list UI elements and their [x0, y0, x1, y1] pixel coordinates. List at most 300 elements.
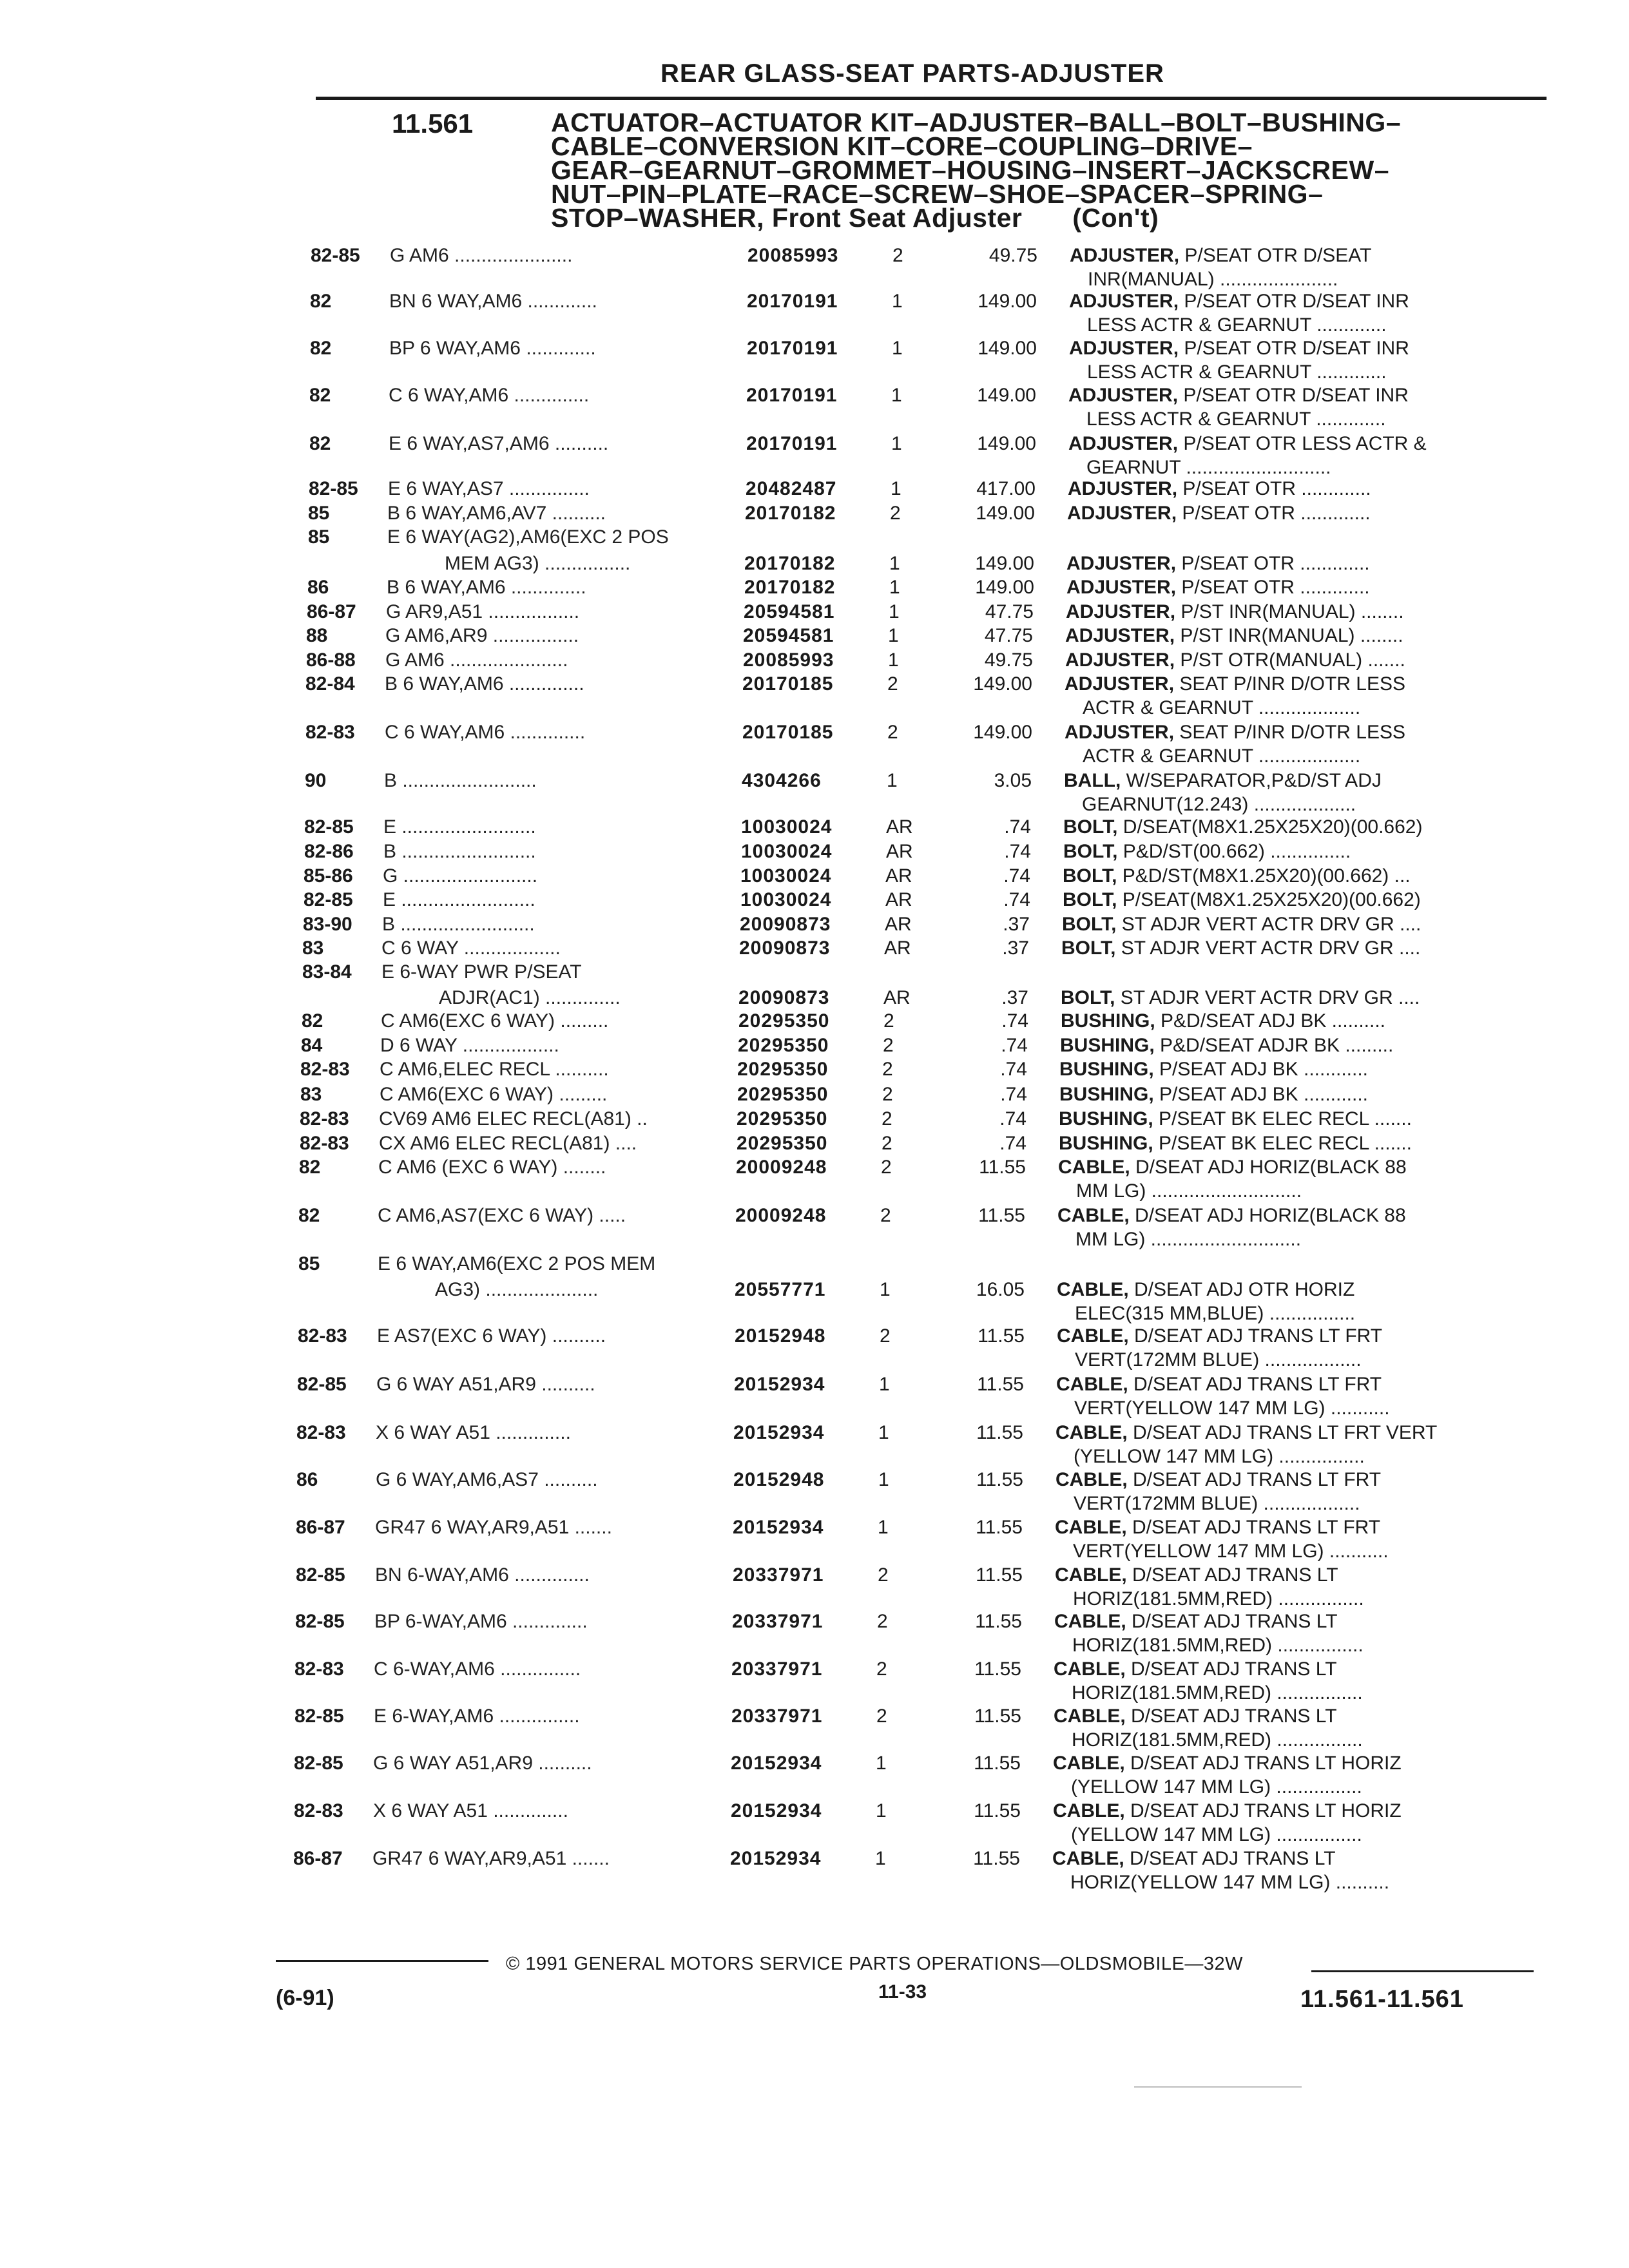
description-line: BOLT, ST ADJR VERT ACTR DRV GR .... — [1061, 987, 1420, 1008]
application: E AS7(EXC 6 WAY) .......... — [377, 1325, 606, 1347]
description-continuation: MM LG) ............................ — [1076, 1180, 1302, 1202]
application: BP 6-WAY,AM6 .............. — [374, 1611, 588, 1632]
quantity: AR — [885, 914, 912, 935]
part-name: ADJUSTER, — [1065, 673, 1175, 695]
description — [1063, 864, 1411, 888]
part-name: ADJUSTER, — [1065, 722, 1175, 743]
description — [1061, 986, 1420, 1010]
footer-section-range: 11.561-11.561 — [1300, 1986, 1464, 2013]
description — [1066, 600, 1404, 624]
description — [1052, 1847, 1389, 1894]
description — [1066, 552, 1370, 575]
description-line: ADJUSTER, P/SEAT OTR D/SEAT — [1070, 245, 1372, 266]
part-number: 20337971 — [731, 1658, 823, 1680]
part-number: 20170191 — [747, 291, 838, 312]
price: .74 — [1000, 1084, 1027, 1105]
model-year: 82-83 — [300, 1108, 349, 1129]
model-year: 85-86 — [304, 865, 353, 887]
quantity: AR — [885, 865, 912, 887]
part-number: 20594581 — [743, 625, 834, 646]
application: E ......................... — [383, 816, 536, 838]
price: 11.55 — [976, 1517, 1023, 1538]
description-line: CABLE, D/SEAT ADJ TRANS LT — [1055, 1564, 1338, 1586]
model-year: 85 — [298, 1253, 320, 1274]
description-line: BOLT, P/SEAT(M8X1.25X25X20)(00.662) — [1063, 889, 1421, 910]
application: E 6 WAY(AG2),AM6(EXC 2 POS — [387, 526, 669, 548]
application: E ......................... — [383, 889, 535, 910]
price: 11.55 — [974, 1753, 1021, 1774]
price: .37 — [1003, 914, 1030, 935]
table-row — [0, 1204, 1629, 1255]
part-number: 20090873 — [739, 937, 831, 959]
application: BN 6-WAY,AM6 .............. — [375, 1564, 590, 1586]
model-year: 82 — [309, 385, 331, 406]
part-number: 20152934 — [730, 1848, 822, 1869]
part-name: BUSHING, — [1061, 1010, 1155, 1032]
quantity: 1 — [879, 1374, 890, 1395]
quantity: 2 — [882, 1133, 892, 1154]
quantity: 1 — [889, 553, 900, 574]
application: BN 6 WAY,AM6 ............. — [389, 291, 597, 312]
description — [1057, 1278, 1355, 1325]
description — [1055, 1563, 1364, 1611]
model-year: 82-83 — [294, 1658, 344, 1680]
quantity: 1 — [892, 338, 903, 359]
description — [1065, 720, 1405, 768]
part-number: 20337971 — [732, 1611, 824, 1632]
price: 149.00 — [973, 722, 1032, 743]
table-row — [0, 1847, 1629, 1898]
part-number: 20152934 — [734, 1374, 825, 1395]
description-continuation: (YELLOW 147 MM LG) ................ — [1071, 1776, 1362, 1798]
part-number: 20009248 — [735, 1205, 827, 1226]
application: B 6 WAY,AM6 .............. — [387, 577, 586, 598]
quantity: 1 — [878, 1469, 889, 1490]
scan-speck — [1134, 2086, 1302, 2088]
description-line: BOLT, ST ADJR VERT ACTR DRV GR .... — [1062, 914, 1422, 935]
part-name: CABLE, — [1054, 1611, 1126, 1632]
quantity: 1 — [880, 1279, 891, 1300]
application: BP 6 WAY,AM6 ............. — [389, 338, 596, 359]
part-number: 20085993 — [743, 649, 834, 671]
price: 11.55 — [974, 1658, 1021, 1680]
description-line: CABLE, D/SEAT ADJ TRANS LT FRT VERT — [1055, 1422, 1438, 1443]
part-name: ADJUSTER, — [1070, 245, 1180, 266]
part-number: 20295350 — [737, 1108, 828, 1129]
description-line: CABLE, D/SEAT ADJ TRANS LT — [1054, 1611, 1338, 1632]
price: .74 — [1000, 1059, 1027, 1080]
quantity: AR — [886, 841, 913, 862]
model-year: 82-84 — [305, 673, 355, 695]
description — [1068, 383, 1409, 431]
part-name: BOLT, — [1062, 914, 1117, 935]
quantity: AR — [885, 889, 912, 910]
description-line: CABLE, D/SEAT ADJ TRANS LT — [1054, 1706, 1337, 1727]
part-number: 20295350 — [738, 1035, 829, 1056]
application: B ......................... — [384, 770, 537, 791]
price: 11.55 — [974, 1706, 1021, 1727]
price: 47.75 — [985, 601, 1034, 622]
price: 11.55 — [976, 1469, 1023, 1490]
description-line: BOLT, P&D/ST(M8X1.25X20)(00.662) ... — [1063, 865, 1411, 887]
part-name: BUSHING, — [1059, 1059, 1154, 1080]
part-number: 10030024 — [740, 865, 832, 887]
part-number: 20170185 — [742, 722, 834, 743]
table-row — [0, 1799, 1629, 1850]
part-name: BUSHING, — [1059, 1108, 1153, 1129]
description-continuation: (YELLOW 147 MM LG) ................ — [1071, 1824, 1362, 1845]
part-name: ADJUSTER, — [1066, 577, 1177, 598]
description — [1070, 244, 1371, 291]
description-line: CABLE, D/SEAT ADJ TRANS LT HORIZ — [1053, 1753, 1402, 1774]
part-number: 20557771 — [735, 1279, 826, 1300]
description — [1069, 336, 1409, 384]
model-year: 86-87 — [293, 1848, 343, 1869]
table-row — [0, 289, 1629, 341]
model-year: 82 — [302, 1010, 323, 1032]
description-line: CABLE, D/SEAT ADJ HORIZ(BLACK 88 — [1057, 1205, 1406, 1226]
model-year: 82-85 — [295, 1611, 345, 1632]
price: .37 — [1001, 987, 1028, 1008]
price: 11.55 — [977, 1374, 1024, 1395]
description-line: BOLT, ST ADJR VERT ACTR DRV GR .... — [1061, 937, 1421, 959]
price: 11.55 — [976, 1564, 1023, 1586]
model-year: 82 — [299, 1157, 321, 1178]
application: ADJR(AC1) .............. — [439, 987, 621, 1008]
part-name: BUSHING, — [1059, 1133, 1153, 1154]
description — [1061, 936, 1420, 960]
part-number: 20152948 — [735, 1325, 826, 1347]
description — [1059, 1057, 1368, 1081]
part-number: 20295350 — [737, 1133, 828, 1154]
quantity: 2 — [881, 1157, 892, 1178]
application: D 6 WAY .................. — [380, 1035, 559, 1056]
price: .74 — [1003, 865, 1030, 887]
table-row — [0, 1704, 1629, 1756]
description-continuation: VERT(YELLOW 147 MM LG) ........... — [1073, 1541, 1389, 1562]
table-row — [0, 1155, 1629, 1207]
part-number: 20170191 — [746, 385, 838, 406]
description-line: BOLT, P&D/ST(00.662) ............... — [1063, 841, 1351, 862]
model-year: 82-83 — [298, 1325, 347, 1347]
model-year: 84 — [301, 1035, 323, 1056]
description-continuation: HORIZ(181.5MM,RED) ................ — [1072, 1729, 1363, 1751]
part-number: 20009248 — [736, 1157, 827, 1178]
quantity: 2 — [880, 1325, 891, 1347]
description-line: BUSHING, P&D/SEAT ADJ BK .......... — [1061, 1010, 1386, 1032]
description-line: ADJUSTER, P/SEAT OTR D/SEAT INR — [1069, 338, 1409, 359]
application: C AM6,AS7(EXC 6 WAY) ..... — [378, 1205, 626, 1226]
description — [1059, 1107, 1412, 1131]
description-line: ADJUSTER, SEAT P/INR D/OTR LESS — [1065, 673, 1406, 695]
table-row — [0, 1610, 1629, 1661]
description — [1068, 432, 1427, 479]
application: G 6 WAY A51,AR9 .......... — [373, 1753, 592, 1774]
table-row — [0, 1278, 1629, 1329]
application: B ......................... — [383, 841, 536, 862]
quantity: 1 — [878, 1517, 889, 1538]
description-line: ADJUSTER, P/ST INR(MANUAL) ........ — [1065, 625, 1403, 646]
description — [1062, 912, 1421, 936]
description-line: CABLE, D/SEAT ADJ TRANS LT FRT — [1055, 1517, 1381, 1538]
price: .37 — [1002, 937, 1029, 959]
price: 11.55 — [978, 1205, 1025, 1226]
price: .74 — [1003, 889, 1030, 910]
application: E 6 WAY,AS7,AM6 .......... — [389, 433, 609, 454]
quantity: 2 — [883, 1035, 894, 1056]
application: E 6 WAY,AM6(EXC 2 POS MEM — [378, 1253, 656, 1274]
description-line: ADJUSTER, P/SEAT OTR ............. — [1066, 577, 1370, 598]
description-line: CABLE, D/SEAT ADJ OTR HORIZ — [1057, 1279, 1355, 1300]
price: 149.00 — [977, 385, 1036, 406]
quantity: 2 — [880, 1205, 891, 1226]
part-number: 20152934 — [733, 1422, 825, 1443]
section-title-line: ACTUATOR–ACTUATOR KIT–ADJUSTER–BALL–BOLT–BUSHING– — [551, 108, 1402, 137]
application: C 6-WAY,AM6 ............... — [374, 1658, 581, 1680]
application: B 6 WAY,AM6,AV7 .......... — [387, 503, 606, 524]
model-year: 90 — [305, 770, 327, 791]
part-name: CABLE, — [1057, 1205, 1130, 1226]
description-line: ADJUSTER, P/ST INR(MANUAL) ........ — [1066, 601, 1404, 622]
part-number: 20152934 — [731, 1753, 822, 1774]
description-line: ADJUSTER, P/SEAT OTR D/SEAT INR — [1069, 291, 1409, 312]
footer-copyright: © 1991 GENERAL MOTORS SERVICE PARTS OPERATIONS—OLDSMOBILE—32W — [506, 1954, 1243, 1974]
part-number: 10030024 — [741, 816, 833, 838]
part-name: CABLE, — [1058, 1157, 1130, 1178]
quantity: 2 — [883, 1010, 894, 1032]
description-line: CABLE, D/SEAT ADJ TRANS LT HORIZ — [1053, 1800, 1402, 1821]
table-row — [0, 1563, 1629, 1615]
model-year: 82 — [298, 1205, 320, 1226]
part-name: BOLT, — [1063, 865, 1117, 887]
application: G AM6 ...................... — [385, 649, 568, 671]
quantity: 1 — [876, 1753, 887, 1774]
quantity: 1 — [891, 433, 902, 454]
description-continuation: ELEC(315 MM,BLUE) ................ — [1075, 1303, 1356, 1324]
table-row — [0, 336, 1629, 388]
application: E 6 WAY,AS7 ............... — [388, 478, 590, 499]
description-continuation: HORIZ(YELLOW 147 MM LG) .......... — [1070, 1872, 1390, 1893]
description-line: CABLE, D/SEAT ADJ TRANS LT — [1052, 1848, 1336, 1869]
part-name: CABLE, — [1055, 1564, 1127, 1586]
part-number: 20170191 — [747, 338, 838, 359]
description-continuation: ACTR & GEARNUT ................... — [1083, 697, 1361, 718]
price: 47.75 — [984, 625, 1033, 646]
application: C AM6(EXC 6 WAY) ......... — [380, 1084, 608, 1105]
part-name: ADJUSTER, — [1069, 291, 1179, 312]
part-number: 20152948 — [733, 1469, 825, 1490]
price: 11.55 — [973, 1848, 1020, 1869]
part-number: 20295350 — [737, 1059, 829, 1080]
table-row — [0, 1421, 1629, 1472]
quantity: 1 — [876, 1800, 887, 1821]
part-number: 20295350 — [737, 1084, 829, 1105]
description-continuation: INR(MANUAL) ...................... — [1088, 269, 1338, 290]
price: 3.05 — [994, 770, 1032, 791]
price: 417.00 — [976, 478, 1036, 499]
model-year: 86-87 — [296, 1517, 345, 1538]
description-line: BUSHING, P/SEAT ADJ BK ............ — [1059, 1059, 1369, 1080]
price: 149.00 — [973, 673, 1032, 695]
description — [1063, 888, 1421, 912]
description-continuation: HORIZ(181.5MM,RED) ................ — [1072, 1635, 1364, 1656]
description — [1065, 672, 1405, 720]
application: GR47 6 WAY,AR9,A51 ....... — [372, 1848, 610, 1869]
description — [1064, 769, 1382, 816]
part-number: 4304266 — [742, 770, 822, 791]
part-name: BOLT, — [1061, 987, 1115, 1008]
quantity: 2 — [877, 1611, 888, 1632]
application: MEM AG3) ................ — [445, 553, 631, 574]
description — [1068, 477, 1371, 501]
description-line: ADJUSTER, P/SEAT OTR LESS ACTR & — [1068, 433, 1427, 454]
description-continuation: HORIZ(181.5MM,RED) ................ — [1073, 1588, 1364, 1610]
part-name: BOLT, — [1063, 816, 1118, 838]
description — [1069, 289, 1409, 337]
section-number: 11.561 — [392, 108, 474, 139]
table-row — [0, 383, 1629, 435]
quantity: AR — [886, 816, 913, 838]
part-number: 20482487 — [746, 478, 837, 499]
application: C 6 WAY,AM6 .............. — [385, 722, 586, 743]
price: .74 — [1004, 841, 1031, 862]
application: B 6 WAY,AM6 .............. — [385, 673, 584, 695]
part-name: CABLE, — [1055, 1422, 1128, 1443]
part-number: 10030024 — [741, 841, 833, 862]
price: 149.00 — [978, 338, 1037, 359]
application: AG3) ..................... — [435, 1279, 599, 1300]
description-line: CABLE, D/SEAT ADJ TRANS LT — [1054, 1658, 1337, 1680]
description-line: CABLE, D/SEAT ADJ TRANS LT FRT — [1055, 1469, 1382, 1490]
application: G 6 WAY,AM6,AS7 .......... — [376, 1469, 598, 1490]
description — [1065, 624, 1403, 648]
description-continuation: VERT(172MM BLUE) .................. — [1075, 1349, 1362, 1370]
table-row — [0, 769, 1629, 820]
model-year: 85 — [308, 526, 330, 548]
part-name: BUSHING, — [1059, 1084, 1154, 1105]
description-line: BALL, W/SEPARATOR,P&D/ST ADJ — [1064, 770, 1382, 791]
part-name: ADJUSTER, — [1067, 503, 1177, 524]
footer-rule-left — [276, 1960, 488, 1962]
description — [1054, 1610, 1364, 1657]
model-year: 82 — [310, 291, 332, 312]
quantity: 1 — [888, 649, 899, 671]
application: E 6-WAY PWR P/SEAT — [381, 961, 582, 983]
price: 49.75 — [984, 649, 1033, 671]
quantity: 1 — [887, 770, 898, 791]
part-name: CABLE, — [1053, 1800, 1125, 1821]
description-line: BUSHING, P/SEAT BK ELEC RECL ....... — [1059, 1108, 1412, 1129]
application: C AM6 (EXC 6 WAY) ........ — [378, 1157, 606, 1178]
part-name: CABLE, — [1055, 1469, 1128, 1490]
price: .74 — [999, 1133, 1027, 1154]
application: CX AM6 ELEC RECL(A81) .... — [379, 1133, 637, 1154]
application: G ......................... — [383, 865, 538, 887]
model-year: 82-85 — [311, 245, 360, 266]
application: X 6 WAY A51 .............. — [373, 1800, 568, 1821]
part-number: 20090873 — [738, 987, 830, 1008]
part-name: ADJUSTER, — [1068, 385, 1179, 406]
description — [1054, 1657, 1363, 1705]
application: B ......................... — [382, 914, 535, 935]
description — [1057, 1204, 1406, 1251]
part-name: CABLE, — [1054, 1706, 1126, 1727]
part-name: BALL, — [1064, 770, 1121, 791]
table-row — [0, 1372, 1629, 1424]
price: .74 — [999, 1108, 1027, 1129]
model-year: 83-90 — [303, 914, 352, 935]
description — [1067, 501, 1371, 525]
description — [1059, 1082, 1368, 1106]
model-year: 82 — [309, 433, 331, 454]
description-line: ADJUSTER, P/SEAT OTR ............. — [1068, 478, 1371, 499]
table-row — [0, 1468, 1629, 1519]
quantity: AR — [884, 937, 911, 959]
description — [1057, 1324, 1382, 1372]
description — [1058, 1155, 1407, 1203]
quantity: 2 — [890, 503, 901, 524]
description-line: ADJUSTER, P/SEAT OTR ............. — [1066, 553, 1370, 574]
quantity: 1 — [889, 601, 900, 622]
model-year: 82-85 — [296, 1564, 345, 1586]
description-continuation: MM LG) ............................ — [1075, 1229, 1302, 1250]
model-year: 85 — [308, 503, 330, 524]
quantity: 1 — [878, 1422, 889, 1443]
quantity: 2 — [887, 673, 898, 695]
part-name: CABLE, — [1053, 1753, 1125, 1774]
model-year: 86 — [296, 1469, 318, 1490]
description — [1063, 840, 1351, 863]
model-year: 86 — [307, 577, 329, 598]
quantity: 2 — [882, 1084, 893, 1105]
footer-page-number: 11-33 — [878, 1981, 927, 2003]
footer-date: (6-91) — [276, 1986, 334, 2010]
table-row — [0, 1657, 1629, 1709]
quantity: 2 — [887, 722, 898, 743]
description-line: BOLT, D/SEAT(M8X1.25X25X20)(00.662) — [1063, 816, 1423, 838]
description-continuation: LESS ACTR & GEARNUT ............. — [1086, 408, 1386, 430]
model-year: 82-83 — [300, 1133, 349, 1154]
quantity: 1 — [891, 385, 902, 406]
description-continuation: GEARNUT(12.243) ................... — [1082, 794, 1356, 815]
quantity: AR — [883, 987, 911, 1008]
description-line: BUSHING, P&D/SEAT ADJR BK ......... — [1060, 1035, 1394, 1056]
quantity: 2 — [876, 1706, 887, 1727]
model-year: 82-85 — [304, 816, 354, 838]
part-name: ADJUSTER, — [1066, 601, 1176, 622]
description — [1066, 575, 1370, 599]
description-line: ADJUSTER, P/ST OTR(MANUAL) ....... — [1065, 649, 1405, 671]
description — [1053, 1799, 1402, 1847]
part-number: 20170182 — [744, 577, 836, 598]
quantity: 1 — [889, 577, 900, 598]
model-year: 82 — [310, 338, 332, 359]
description-line: ADJUSTER, P/SEAT OTR D/SEAT INR — [1068, 385, 1409, 406]
price: 11.55 — [974, 1800, 1021, 1821]
table-row — [0, 1751, 1629, 1803]
price: 149.00 — [976, 503, 1035, 524]
part-name: BOLT, — [1061, 937, 1116, 959]
quantity: 1 — [891, 478, 901, 499]
section-title-last: STOP–WASHER, Front Seat Adjuster — [551, 203, 1023, 233]
model-year: 82-85 — [294, 1706, 344, 1727]
description-line: BUSHING, P/SEAT BK ELEC RECL ....... — [1059, 1133, 1412, 1154]
application: C AM6,ELEC RECL .......... — [380, 1059, 609, 1080]
description — [1055, 1421, 1437, 1468]
description-line: CABLE, D/SEAT ADJ HORIZ(BLACK 88 — [1058, 1157, 1407, 1178]
price: 149.00 — [975, 577, 1034, 598]
model-year: 82-83 — [296, 1422, 346, 1443]
